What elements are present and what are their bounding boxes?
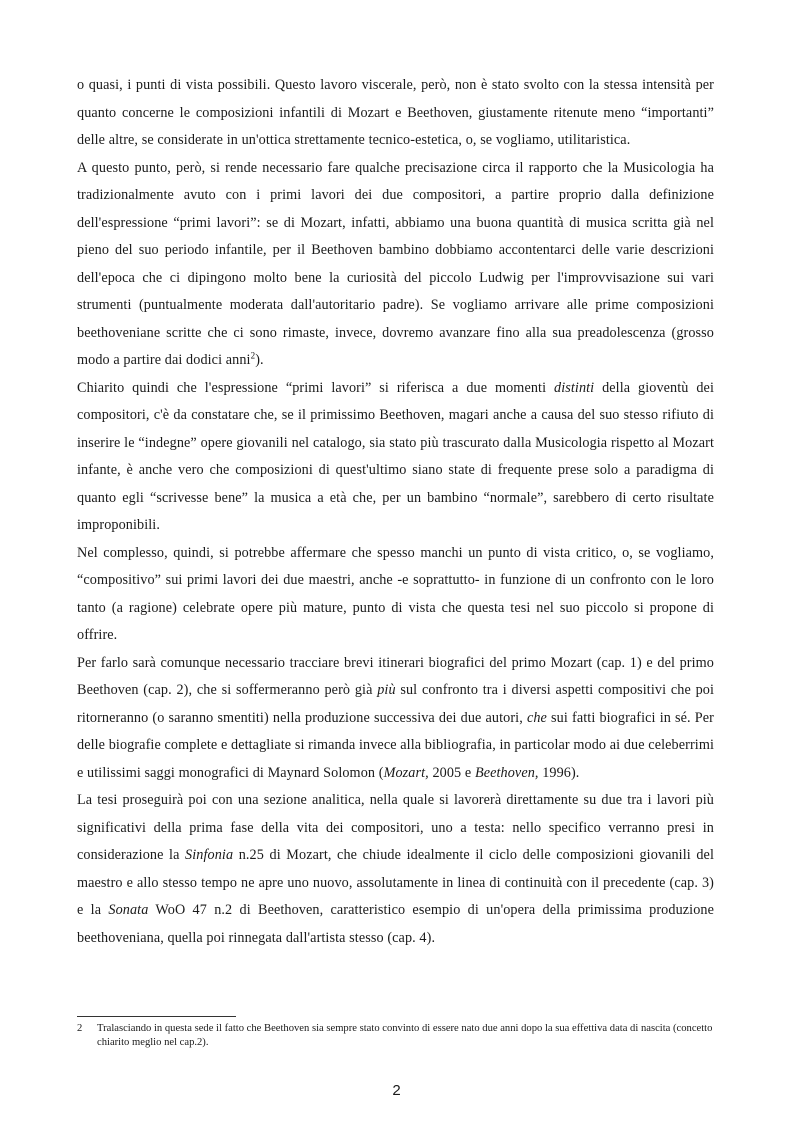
paragraph-1-text: o quasi, i punti di vista possibili. Questo lavoro viscerale, però, non è stato svolto con la stessa intensità per quanto concerne le composizioni infantili di Mozart e Beethoven, giustamente ritenute meno “importanti” delle altre, se considerate in un'ottica strettamente tecnico-estetica, o, se vogliamo, utilitaristica. — [77, 77, 714, 148]
title-beethoven: Beethoven, — [474, 764, 539, 781]
title-sonata: Sonata — [108, 902, 149, 918]
footnote-2 — [77, 1022, 717, 1050]
paragraph-5-text-a: Per farlo sarà comunque necessario tracciare brevi itinerari biografici del primo Mozart (cap. 1) e del primo Beethoven (cap. 2), che si soffermeranno però già — [77, 654, 714, 698]
footnote-separator — [77, 1016, 236, 1017]
emphasis-che: che — [526, 709, 547, 726]
paragraph-6-text-a: La tesi proseguirà poi con una sezione analitica, nella quale si lavorerà direttamente su due tra i lavori più significativi della prima fase della vita dei compositori, uno a testa: nello specifico verranno presi in considerazione la — [77, 792, 714, 863]
paragraph-6-text-c: WoO 47 n.2 di Beethoven, caratteristico esempio di un'opera della primissima produzione beethoveniana, quella poi rinnegata dall'artista stesso (cap. 4). — [77, 902, 714, 946]
paragraph-5-text-c: sui fatti biografici in sé. Per delle biografie complete e dettagliate si rimanda invece alla bibliografia, in particolar modo ai due celeberrimi e utilissimi saggi monografici di Maynard Solomon ( — [77, 709, 714, 781]
main-text — [77, 72, 714, 952]
footnote-number: 2 — [77, 1023, 83, 1034]
paragraph-4-text: Nel complesso, quindi, si potrebbe affermare che spesso manchi un punto di vista critico, o, se vogliamo, “compositivo” sui primi lavori dei due maestri, anche -e soprattutto- in funzione di un confronto con le loro tanto (a ragione) celebrate opere più mature, punto di vista che questa tesi nel suo piccolo si propone di offrire. — [77, 544, 714, 643]
paragraph-3 — [77, 375, 714, 540]
paragraph-2-text: A questo punto, però, si rende necessario fare qualche precisazione circa il rapporto che la Musicologia ha tradizionalmente avuto con i primi lavori dei due compositori, a partire proprio dalla definizione dell'espressione “primi lavori”: se di Mozart, infatti, abbiamo una buona quantità di musica scritta già nel pieno del suo periodo infantile, per il Beethoven bambino dobbiamo accontentarci delle varie descrizioni dell'epoca che ci dipingono molto bene la curiosità del piccolo Ludwig per l'improvvisazione sui vari strumenti (puntualmente moderata dall'autoritario padre). Se vogliamo arrivare alle prime composizioni beethoveniane scritte che ci sono rimaste, invece, dovremo avanzare fino alla sua preadolescenza (grosso modo a partire dai dodici anni — [77, 159, 714, 368]
paragraph-5 — [77, 650, 714, 788]
footnote-reference-2[interactable]: 2 — [250, 350, 256, 361]
paragraph-5-text-b: sul confronto tra i diversi aspetti compositivi che poi ritorneranno (o saranno smentiti) nella produzione successiva dei due autori, — [77, 682, 714, 726]
paragraph-3-text: Chiarito quindi che l'espressione “primi lavori” si riferisca a due momenti — [77, 379, 554, 396]
footnote-text: Tralasciando in questa sede il fatto che Beethoven sia sempre stato convinto di essere nato due anni dopo la sua effettiva data di nascita (concetto chiarito meglio nel cap.2). — [97, 1023, 713, 1048]
emphasis-distinti: distinti — [554, 379, 595, 396]
paragraph-2 — [77, 155, 714, 375]
paragraph-1 — [77, 72, 714, 155]
paragraph-3-text-end: della gioventù dei compositori, c'è da constatare che, se il primissimo Beethoven, magari anche a causa del suo stesso rifiuto di inserire le “indegne” opere giovanili nel catalogo, sia stato più trascurato dalla Musicologia rispetto al Mozart infante, è anche vero che composizioni di quest'ultimo siano state di frequente prese solo a paradigma di quanto egli “scrivesse bene” la musica a età che, per un bambino “normale”, sarebbero di certo risultate improponibili. — [77, 379, 714, 533]
emphasis-piu: più — [377, 682, 396, 698]
paragraph-4 — [77, 540, 714, 650]
title-sinfonia: Sinfonia — [185, 847, 234, 863]
paragraph-6 — [77, 787, 714, 952]
title-mozart: Mozart, — [383, 764, 429, 781]
paragraph-6-text-b: n.25 di Mozart, che chiude idealmente il ciclo delle composizioni giovanili del maestro e allo stesso tempo ne apre uno nuovo, assolutamente in linea di continuità con il precedente (cap. 3) e la — [77, 847, 714, 918]
paragraph-2-text-end: ). — [255, 352, 264, 368]
page-number: 2 — [392, 1082, 401, 1099]
footnotes — [77, 1022, 717, 1050]
paragraph-5-text-e: 1996). — [538, 764, 580, 781]
paragraph-5-text-d: 2005 e — [428, 764, 475, 781]
